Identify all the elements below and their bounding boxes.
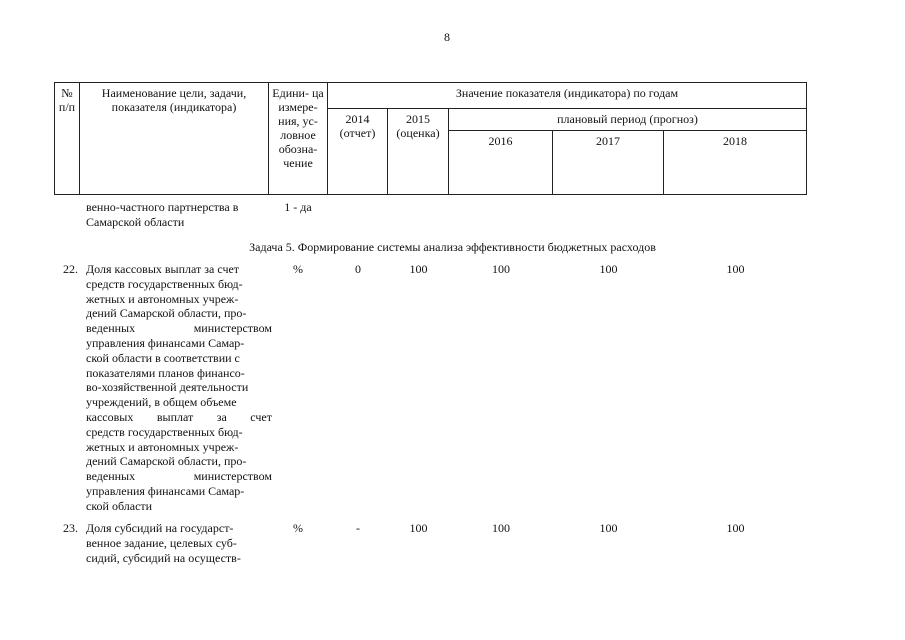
page-number: 8	[444, 30, 450, 44]
table-header	[54, 82, 807, 195]
value-2016: 100	[492, 521, 510, 535]
header-2017: 2017	[553, 131, 664, 195]
name-line: жетных и автономных учреж-	[86, 439, 239, 454]
name-line: средств государственных бюд-	[86, 424, 243, 439]
header-unit: Едини- ца измере- ния, ус- ловное обозна- чение	[269, 83, 328, 195]
header-values: Значение показателя (индикатора) по годам	[328, 83, 807, 109]
name-line: венное задание, целевых суб-	[86, 535, 237, 550]
header-2014: 2014 (отчет)	[328, 109, 388, 195]
row-number: 23.	[63, 521, 78, 535]
name-line: средств государственных бюд-	[86, 276, 243, 291]
name-line: кассовых выплат за счет	[86, 409, 272, 424]
continuation-line: венно-частного партнерства в	[86, 200, 239, 214]
value-2014: 0	[355, 262, 361, 276]
value-2014: -	[356, 521, 360, 535]
name-line: дений Самарской области, про-	[86, 454, 247, 469]
value-2017: 100	[599, 521, 618, 535]
name-line: во-хозяйственной деятельности	[86, 380, 249, 395]
unit-value: %	[293, 262, 303, 276]
unit-value: %	[293, 521, 303, 535]
continuation-unit: 1 - да	[284, 200, 312, 214]
row-number: 22.	[63, 262, 78, 276]
header-plan-period: плановый период (прогноз)	[449, 109, 807, 131]
header-num: № п/п	[55, 83, 80, 195]
name-line: управления финансами Самар-	[86, 483, 245, 498]
name-line: веденных министерством	[86, 469, 272, 484]
name-line: ской области в соответствии с	[86, 350, 240, 365]
name-line: дений Самарской области, про-	[86, 306, 247, 321]
value-2016: 100	[492, 262, 510, 276]
header-2018: 2018	[664, 131, 807, 195]
header-name: Наименование цели, задачи, показателя (индикатора)	[80, 83, 269, 195]
value-2018: 100	[726, 262, 745, 276]
continuation-text	[86, 200, 272, 230]
header-2015: 2015 (оценка)	[388, 109, 449, 195]
continuation-line: Самарской области	[86, 214, 185, 229]
indicator-name	[86, 262, 272, 514]
name-line: ской области	[86, 498, 153, 513]
task-title: Задача 5. Формирование системы анализа эффективности бюджетных расходов	[249, 240, 656, 254]
name-line: веденных министерством	[86, 321, 272, 336]
indicator-name	[86, 521, 272, 565]
name-line: управления финансами Самар-	[86, 335, 245, 350]
value-2017: 100	[599, 262, 618, 276]
name-line: сидий, субсидий на осуществ-	[86, 550, 241, 565]
name-line: жетных и автономных учреж-	[86, 291, 239, 306]
value-2015: 100	[409, 521, 428, 535]
name-line: учреждений, в общем объеме	[86, 395, 237, 410]
value-2015: 100	[409, 262, 428, 276]
name-line: Доля субсидий на государст-	[86, 521, 234, 535]
header-2016: 2016	[449, 131, 553, 195]
value-2018: 100	[726, 521, 745, 535]
name-line: показателями планов финансо-	[86, 365, 245, 380]
name-line: Доля кассовых выплат за счет	[86, 262, 240, 276]
